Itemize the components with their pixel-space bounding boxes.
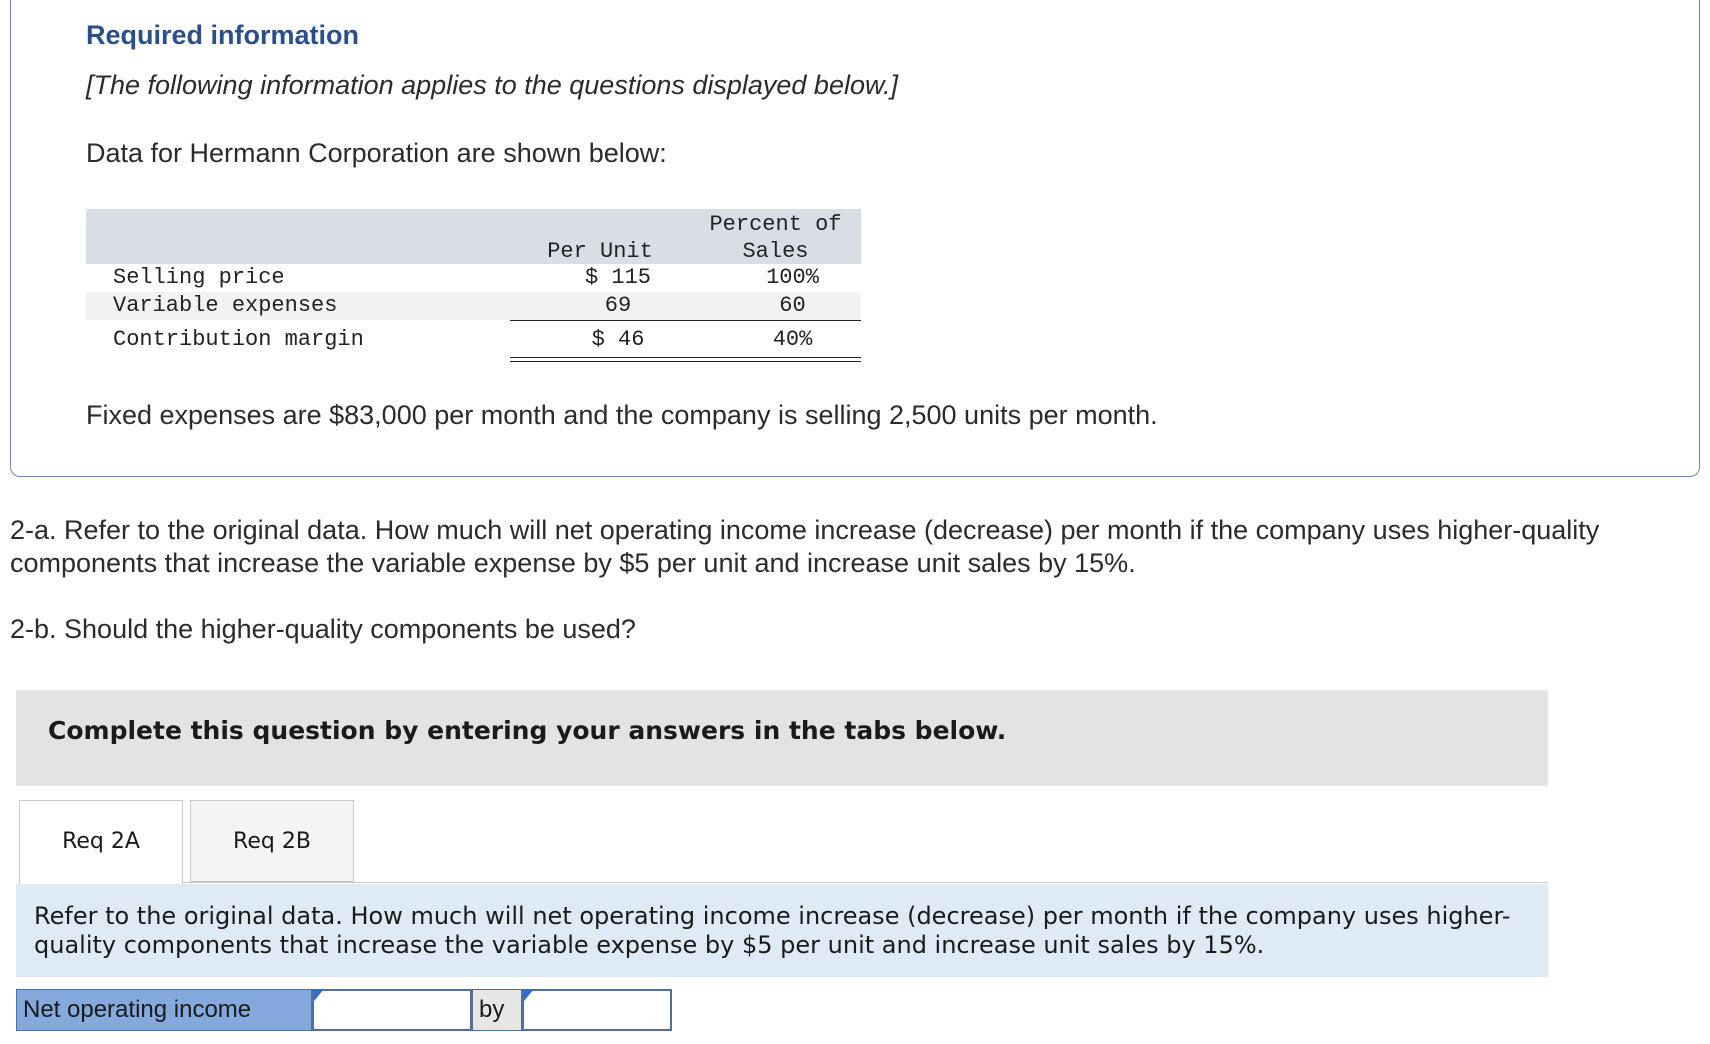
percent-value: 40% xyxy=(772,327,813,352)
total-double-rule xyxy=(510,357,861,362)
column-header-percent-line1: Percent of xyxy=(709,212,842,237)
instructions-text: Complete this question by entering your answers in the tabs below. xyxy=(48,716,1007,745)
table-row-variable-expenses xyxy=(86,292,861,320)
subtotal-rule xyxy=(510,320,861,321)
table-row-contribution-margin xyxy=(86,326,861,354)
instructions-bar xyxy=(16,690,1548,786)
by-label: by xyxy=(472,989,522,1031)
question-prompt-panel xyxy=(16,884,1548,977)
column-header-percent-line2: Sales xyxy=(742,239,809,264)
change-direction-input[interactable] xyxy=(312,989,472,1031)
row-label: Contribution margin xyxy=(113,327,364,352)
data-intro: Data for Hermann Corporation are shown below: xyxy=(86,138,667,168)
question-prompt: Refer to the original data. How much will net operating income increase (decrease) per month if the company uses higher-quality components that increase the variable expense by $5 per unit and increase unit sales by 15%. xyxy=(34,902,1511,959)
table-header xyxy=(86,209,861,264)
required-information-title: Required information xyxy=(86,20,360,50)
question-2b: 2-b. Should the higher-quality components be used? xyxy=(10,614,636,644)
per-unit-value: $ 46 xyxy=(591,327,645,352)
row-label: Selling price xyxy=(113,265,285,290)
percent-value: 100% xyxy=(766,265,819,290)
intro-note: [The following information applies to the questions displayed below.] xyxy=(86,70,898,100)
input-flag-icon xyxy=(524,989,534,1001)
tab-req-2b[interactable]: Req 2B xyxy=(190,800,354,882)
table-row-selling-price xyxy=(86,264,861,292)
percent-value: 60 xyxy=(779,293,806,318)
per-unit-value: 69 xyxy=(604,293,632,318)
tab-req-2a[interactable]: Req 2A xyxy=(19,800,183,884)
dropdown-flag-icon xyxy=(314,989,324,1001)
net-operating-income-label: Net operating income xyxy=(16,989,312,1031)
column-header-per-unit: Per Unit xyxy=(547,239,653,264)
tab-divider xyxy=(183,882,1548,883)
row-label: Variable expenses xyxy=(113,293,338,318)
question-2a: 2-a. Refer to the original data. How much will net operating income increase (decrease) per month if the company uses higher-quality components that increase the variable expense by $5 per unit and increase unit sales by 15%. xyxy=(10,515,1600,578)
fixed-expenses-note: Fixed expenses are $83,000 per month and the company is selling 2,500 units per month. xyxy=(86,400,1158,430)
amount-input[interactable] xyxy=(522,989,672,1031)
per-unit-value: $ 115 xyxy=(584,265,651,290)
financial-data-table xyxy=(86,209,861,354)
